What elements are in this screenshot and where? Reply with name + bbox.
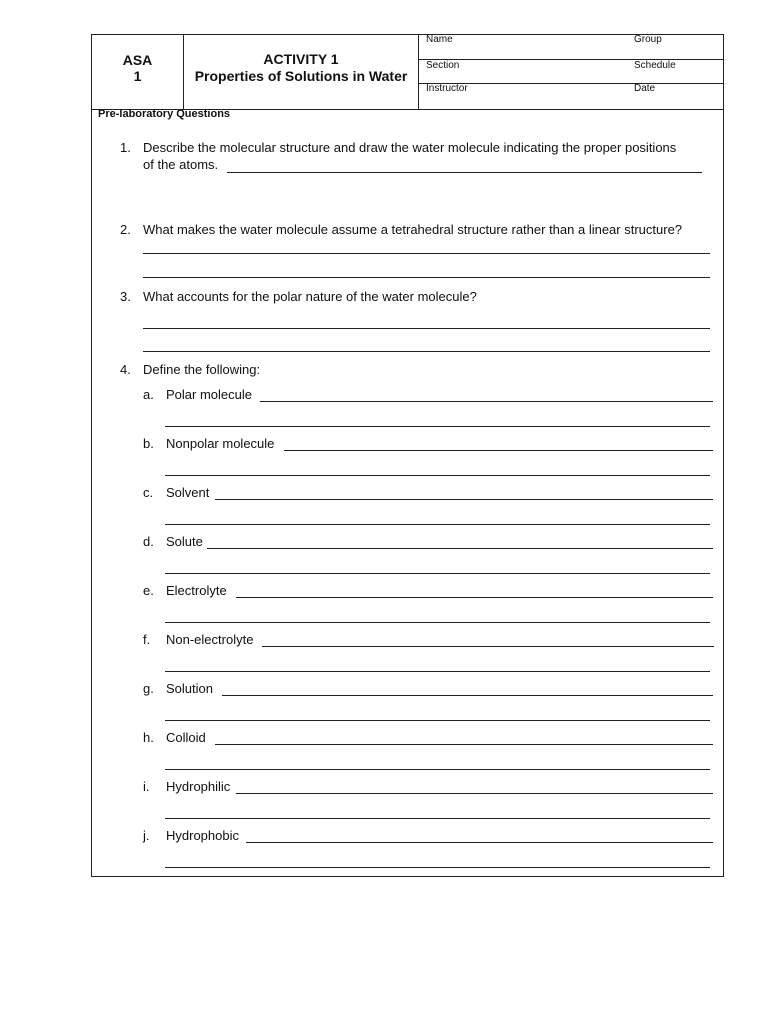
term-label: Nonpolar molecule: [166, 436, 275, 451]
term-label: Electrolyte: [166, 583, 227, 598]
term-label: Solution: [166, 681, 213, 696]
term-letter: g.: [143, 681, 154, 696]
answer-line[interactable]: [284, 450, 713, 451]
section-field-label: Section: [426, 60, 460, 71]
info-row-name: [419, 35, 723, 60]
term-letter: h.: [143, 730, 154, 745]
name-field-label: Name: [426, 34, 453, 45]
question-text: Describe the molecular structure and draw the water molecule indicating the proper positions: [143, 140, 677, 155]
term-letter: d.: [143, 534, 154, 549]
activity-subtitle: Properties of Solutions in Water: [194, 68, 408, 84]
answer-line[interactable]: [143, 328, 710, 329]
term-letter: j.: [143, 828, 150, 843]
question-text: What makes the water molecule assume a tetrahedral structure rather than a linear structure?: [143, 222, 683, 237]
question-text: Define the following:: [143, 362, 261, 377]
activity-title: ACTIVITY 1: [263, 51, 339, 67]
term-letter: e.: [143, 583, 154, 598]
answer-line[interactable]: [165, 671, 710, 672]
answer-line[interactable]: [207, 548, 713, 549]
term-label: Hydrophilic: [166, 779, 231, 794]
header-table: [92, 35, 723, 110]
term-label: Colloid: [166, 730, 206, 745]
question-text: of the atoms.: [143, 157, 219, 172]
term-letter: f.: [143, 632, 151, 647]
answer-line[interactable]: [165, 622, 710, 623]
term-letter: a.: [143, 387, 154, 402]
asa-label: ASA: [122, 52, 153, 68]
student-info-grid: [419, 35, 723, 109]
group-field-label: Group: [634, 34, 662, 45]
answer-line[interactable]: [165, 426, 710, 427]
answer-line[interactable]: [222, 695, 713, 696]
answer-line[interactable]: [260, 401, 713, 402]
date-field-label: Date: [634, 83, 656, 94]
answer-line[interactable]: [143, 277, 710, 278]
answer-line[interactable]: [165, 573, 710, 574]
section-title: Pre-laboratory Questions: [98, 108, 231, 120]
answer-line[interactable]: [262, 646, 714, 647]
answer-line[interactable]: [215, 744, 713, 745]
term-letter: i.: [143, 779, 150, 794]
answer-line[interactable]: [165, 475, 710, 476]
info-row-section: [419, 59, 723, 84]
term-label: Solute: [166, 534, 203, 549]
asa-cell: [92, 35, 184, 109]
question-number: 3.: [120, 289, 131, 304]
answer-line[interactable]: [215, 499, 713, 500]
question-text: What accounts for the polar nature of the water molecule?: [143, 289, 477, 304]
question-number: 2.: [120, 222, 131, 237]
info-row-instructor: [419, 83, 723, 109]
activity-cell: [184, 35, 419, 109]
answer-line[interactable]: [165, 867, 710, 868]
answer-line[interactable]: [143, 351, 710, 352]
answer-line[interactable]: [227, 172, 702, 173]
term-label: Hydrophobic: [166, 828, 239, 843]
schedule-field-label: Schedule: [634, 60, 676, 71]
question-number: 1.: [120, 140, 131, 155]
answer-line[interactable]: [165, 769, 710, 770]
answer-line[interactable]: [143, 253, 710, 254]
term-label: Non-electrolyte: [166, 632, 254, 647]
answer-line[interactable]: [246, 842, 713, 843]
answer-line[interactable]: [165, 524, 710, 525]
answer-line[interactable]: [165, 720, 710, 721]
term-label: Polar molecule: [166, 387, 252, 402]
asa-number: 1: [133, 68, 142, 84]
term-letter: b.: [143, 436, 154, 451]
instructor-field-label: Instructor: [426, 83, 468, 94]
answer-line[interactable]: [165, 818, 710, 819]
term-letter: c.: [143, 485, 154, 500]
question-number: 4.: [120, 362, 131, 377]
answer-line[interactable]: [236, 793, 713, 794]
answer-line[interactable]: [236, 597, 713, 598]
term-label: Solvent: [166, 485, 210, 500]
